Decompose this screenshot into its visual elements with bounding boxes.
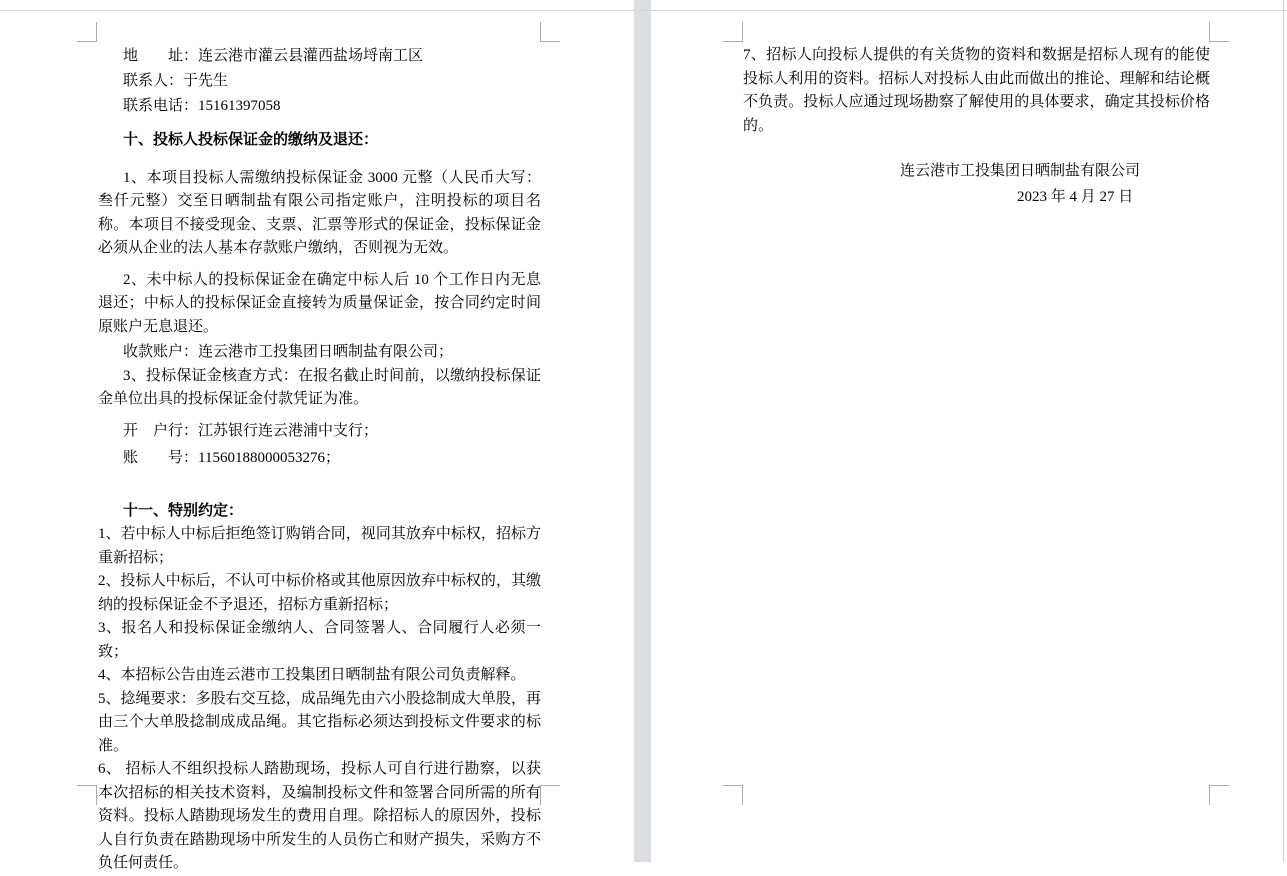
crop-mark-left-bottom-right [540,785,560,805]
crop-mark-right-top-left [723,22,743,42]
special-item-3: 3、报名人和投标保证金缴纳人、合同签署人、合同履行人必须一致； [98,620,541,660]
crop-mark-right-bottom-left [723,785,743,805]
page-top-boundary-line [0,10,1287,11]
page-right-edge-line [1283,0,1284,862]
special-item-2: 2、投标人中标后，不认可中标价格或其他原因放弃中标权的，其缴纳的投标保证金不予退还，招标方重新招标； [98,573,541,613]
crop-mark-right-bottom-right [1209,785,1229,805]
crop-mark-left-bottom-left [77,785,97,805]
deposit-receiver-line: 收款账户：连云港市工投集团日晒制盐有限公司； [123,344,454,360]
crop-mark-left-top-right [540,22,560,42]
bank-account-line: 账 号：11560188000053276； [123,450,340,466]
contact-person-line: 联系人：于先生 [123,73,229,89]
page-gap-divider [634,0,651,862]
crop-mark-right-top-right [1209,22,1229,42]
crop-mark-left-top-left [77,22,97,42]
contact-address-line: 地 址：连云港市灌云县灌西盐场埒南工区 [123,48,424,64]
right-page-text [743,44,1210,209]
special-item-6: 6、 招标人不组织投标人踏勘现场，投标人可自行进行勘察，以获本次招标的相关技术资料，及编制投标文件和签署合同所需的所有资料。投标人踏勘现场发生的费用自理。除招标人的原因外，投标人自行负责在踏勘现场中所发生的人员伤亡和财产损失，采购方不负任何责任。 [98,761,541,871]
deposit-paragraph-3: 3、投标保证金核查方式：在报名截止时间前，以缴纳投标保证金单位出具的投标保证金付款凭证为准。 [98,367,541,407]
provision-item-7: 7、招标人向投标人提供的有关货物的资料和数据是招标人现有的能使投标人利用的资料。招标人对投标人由此而做出的推论、理解和结论概不负责。投标人应通过现场勘察了解使用的具体要求，确定其投标价格的。 [743,47,1210,134]
special-item-5: 5、捻绳要求：多股右交互捻，成品绳先由六小股捻制成大单股，再由三个大单股捻制成成品绳。其它指标必须达到投标文件要求的标准。 [98,690,541,754]
signature-company-name: 连云港市工投集团日晒制盐有限公司 [900,163,1141,179]
contact-phone-line: 联系电话：15161397058 [123,98,281,114]
left-page-text [98,44,541,876]
special-item-1: 1、若中标人中标后拒绝签订购销合同，视同其放弃中标权，招标方重新招标； [98,526,541,566]
bank-branch-line: 开 户行：江苏银行连云港浦中支行； [123,422,379,439]
deposit-paragraph-2: 2、未中标人的投标保证金在确定中标人后 10 个工作日内无息退还；中标人的投标保证金直接转为质量保证金，按合同约定时间原账户无息退还。 [98,271,541,335]
deposit-paragraph-1: 1、本项目投标人需缴纳投标保证金 3000 元整（人民币大写：叁仟元整）交至日晒制盐有限公司指定账户，注明投标的项目名称。本项目不接受现金、支票、汇票等形式的保证金，投标保证金必须从企业的法人基本存款账户缴纳，否则视为无效。 [98,169,541,256]
special-item-4: 4、本招标公告由连云港市工投集团日晒制盐有限公司负责解释。 [98,667,526,683]
section-11-heading: 十一、特别约定： [123,502,244,519]
section-10-heading: 十、投标人投标保证金的缴纳及退还： [123,132,379,148]
signature-date: 2023 年 4 月 27 日 [1017,188,1134,205]
